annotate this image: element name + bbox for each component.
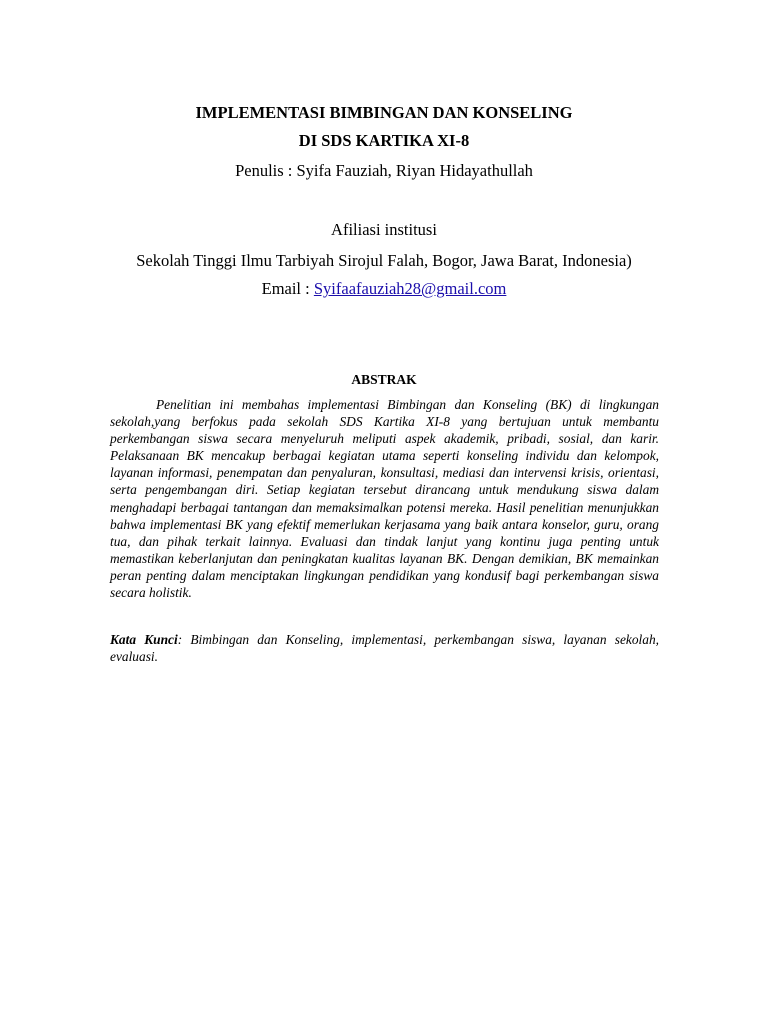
email-line bbox=[0, 279, 768, 299]
email-label: Email : bbox=[261, 279, 314, 298]
keywords-text: : Bimbingan dan Konseling, implementasi, perkembangan siswa, layanan sekolah, evaluasi. bbox=[110, 632, 659, 665]
email-link[interactable]: Syifaafauziah28@gmail.com bbox=[313, 279, 507, 298]
paper-title-line-2: DI SDS KARTIKA XI-8 bbox=[298, 131, 470, 150]
keywords-label: Kata Kunci bbox=[110, 632, 178, 647]
abstract-heading: ABSTRAK bbox=[351, 372, 417, 387]
paper-title-line-1: IMPLEMENTASI BIMBINGAN DAN KONSELING bbox=[195, 103, 573, 122]
abstract-body: Penelitian ini membahas implementasi Bimbingan dan Konseling (BK) di lingkungan sekolah,yang berfokus pada sekolah SDS Kartika XI-8 yang bertujuan untuk membantu perkembangan siswa secara menyeluruh meliputi aspek akademik, pribadi, sosial, dan karir. Pelaksanaan BK mencakup berbagai kegiatan utama seperti konseling individu dan kelompok, layanan informasi, penempatan dan penyaluran, konsultasi, mediasi dan intervensi krisis, orientasi, serta pengembangan diri. Setiap kegiatan tersebut dirancang untuk mendukung siswa dalam menghadapi berbagai tantangan dan memaksimalkan potensi mereka. Hasil penelitian menunjukkan bahwa implementasi BK yang efektif memerlukan kerjasama yang baik antara konselor, guru, orang tua, dan pihak terkait lainnya. Evaluasi dan tindak lanjut yang kontinu juga penting untuk memastikan keberlanjutan dan peningkatan kualitas layanan BK. Dengan demikian, BK memainkan peran penting dalam menciptakan lingkungan pendidikan yang kondusif bagi perkembangan siswa secara holistik. bbox=[110, 397, 659, 601]
affiliation-name: Sekolah Tinggi Ilmu Tarbiyah Sirojul Falah, Bogor, Jawa Barat, Indonesia) bbox=[136, 251, 632, 270]
keywords-paragraph bbox=[110, 631, 659, 665]
author-line: Penulis : Syifa Fauziah, Riyan Hidayathullah bbox=[235, 161, 533, 180]
affiliation-label: Afiliasi institusi bbox=[331, 220, 437, 239]
